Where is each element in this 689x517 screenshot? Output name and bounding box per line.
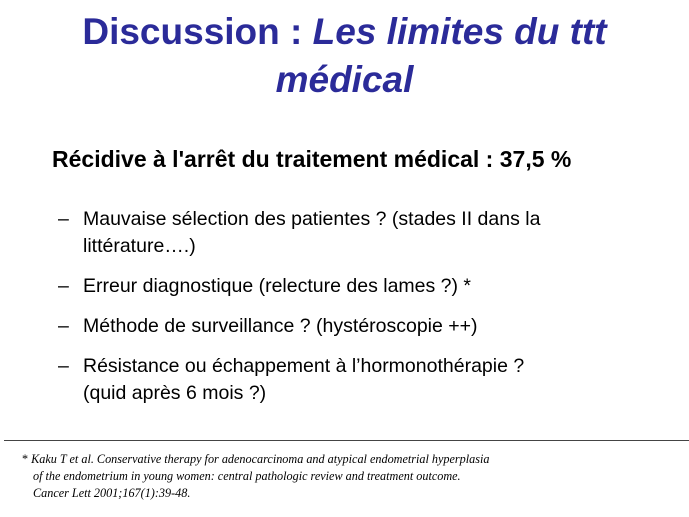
bullet-dash: – [58,315,69,337]
footnote-line1 [22,451,662,468]
slide-title [0,8,689,104]
bullet-text-line2: littérature….) [83,235,196,257]
bullet-dash: – [58,355,69,377]
bullet-text-line1: Résistance ou échappement à l’hormonothérapie ? [83,355,525,377]
footnote-reference [22,451,662,502]
bullet-item-diagnostic-error [58,273,658,300]
bullet-list [58,206,658,407]
footnote-divider [4,440,689,441]
footnote-line2: of the endometrium in young women: central pathologic review and treatment outcome. [33,469,461,483]
title-plain: Discussion : [82,11,313,52]
title-italic-line1: Les limites du ttt [312,11,607,52]
headline-recurrence-rate: Récidive à l'arrêt du traitement médical : 37,5 % [52,146,572,172]
footnote-text-line1: Kaku T et al. Conservative therapy for adenocarcinoma and atypical endometrial hyperplasia [28,452,490,466]
bullet-dash: – [58,275,69,297]
bullet-item-resistance [58,353,658,407]
bullet-text-line1: Méthode de surveillance ? (hystéroscopie ++) [83,315,478,337]
bullet-text-line1: Erreur diagnostique (relecture des lames ?) * [83,275,472,297]
bullet-text-line1: Mauvaise sélection des patientes ? (stades II dans la [83,208,541,230]
bullet-item-selection [58,206,658,260]
footnote-line3: Cancer Lett 2001;167(1):39-48. [33,486,191,500]
bullet-item-surveillance [58,313,658,340]
bullet-text-line2: (quid après 6 mois ?) [83,382,267,404]
title-italic-line2: médical [275,59,414,100]
footnote-star: * [22,452,29,466]
bullet-dash: – [58,208,69,230]
